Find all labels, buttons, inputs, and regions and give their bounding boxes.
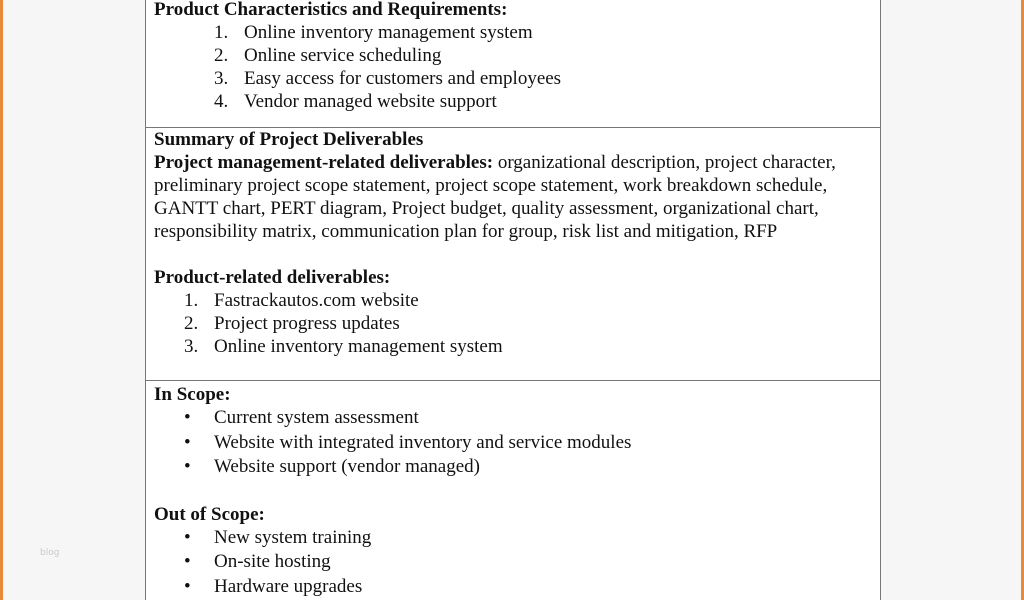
in-scope-list [154, 406, 880, 480]
left-edge-stripe [0, 0, 3, 600]
bullet: • [184, 551, 191, 572]
list-number: 1. [214, 22, 229, 43]
pm-deliverables-label: Project management-related deliverables: [154, 152, 494, 173]
list-item [154, 90, 880, 113]
out-of-scope-heading: Out of Scope: [154, 503, 265, 525]
list-item [154, 312, 880, 335]
list-text: Project progress updates [214, 313, 400, 334]
list-item [154, 289, 880, 312]
list-item [154, 455, 880, 480]
list-number: 1. [184, 290, 199, 311]
characteristics-list [154, 21, 880, 113]
bullet: • [184, 431, 191, 453]
scope-cell [146, 381, 880, 600]
list-text: Fastrackautos.com website [214, 290, 419, 311]
list-item [154, 406, 880, 431]
bullet: • [184, 456, 191, 477]
list-number: 4. [214, 91, 229, 112]
list-text: New system training [214, 526, 372, 548]
list-text: Online service scheduling [244, 45, 442, 66]
list-number: 2. [184, 313, 199, 334]
in-scope-heading: In Scope: [154, 384, 231, 405]
list-text: Online inventory management system [214, 336, 503, 357]
list-text: Easy access for customers and employees [244, 68, 562, 89]
list-item [154, 44, 880, 67]
product-deliverables-list [154, 289, 880, 358]
deliverables-cell [146, 128, 880, 381]
characteristics-cell [146, 0, 880, 128]
list-item [154, 335, 880, 358]
list-number: 3. [184, 336, 199, 357]
list-item [154, 575, 880, 600]
list-text: On-site hosting [214, 551, 331, 572]
list-number: 3. [214, 68, 229, 89]
list-item [154, 550, 880, 575]
list-text: Online inventory management system [244, 22, 533, 43]
list-text: Current system assessment [214, 407, 419, 428]
out-of-scope-list [154, 526, 880, 600]
pm-deliverables-paragraph [154, 151, 880, 243]
deliverables-heading: Summary of Project Deliverables [154, 129, 424, 150]
list-text: Vendor managed website support [244, 91, 497, 112]
bullet: • [184, 575, 191, 597]
list-text: Hardware upgrades [214, 575, 363, 597]
list-item [154, 21, 880, 44]
document-table [145, 0, 881, 600]
bullet: • [184, 407, 191, 428]
list-text: Website with integrated inventory and service modules [214, 431, 632, 453]
pm-deliverables-text: organizational description, project character, preliminary project scope statement, project scope statement, work breakdown schedule, GANTT chart, PERT diagram, Project budget, quality assessment, organizational chart, responsibility matrix, communication plan for group, risk list and mitigation, RFP [154, 152, 836, 242]
list-text: Website support (vendor managed) [214, 456, 480, 477]
watermark: blog [40, 548, 60, 558]
list-item [154, 526, 880, 551]
list-item [154, 431, 880, 456]
bullet: • [184, 526, 191, 548]
product-deliverables-heading: Product-related deliverables: [154, 267, 391, 288]
list-number: 2. [214, 45, 229, 66]
list-item [154, 67, 880, 90]
characteristics-heading: Product Characteristics and Requirements: [154, 0, 508, 20]
